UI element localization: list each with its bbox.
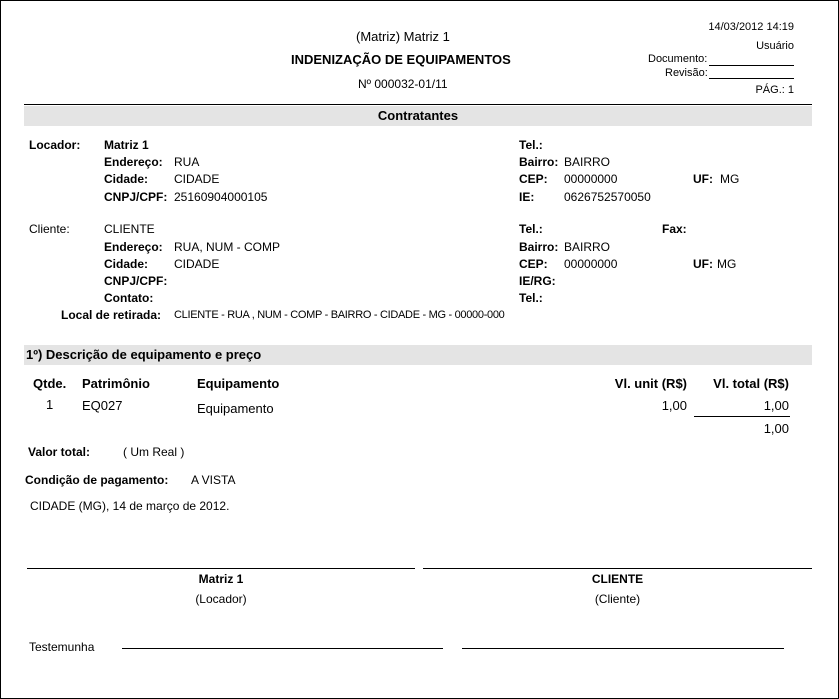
locador-tel-label: Tel.: (519, 138, 543, 152)
cliente-cidade-label: Cidade: (104, 257, 149, 271)
locador-cidade-label: Cidade: (104, 172, 149, 186)
locador-signature-line (27, 568, 415, 569)
locador-endereco-label: Endereço: (104, 155, 163, 169)
document-title: INDENIZAÇÃO DE EQUIPAMENTOS (291, 52, 511, 67)
documento-line (709, 65, 794, 66)
row-patrimonio: EQ027 (82, 398, 123, 413)
cliente-contato-label: Contato: (104, 291, 154, 305)
locador-cep: 00000000 (564, 172, 618, 186)
col-equipamento: Equipamento (197, 376, 280, 391)
locador-cnpj: 25160904000105 (174, 190, 268, 204)
row-equipamento: Equipamento (197, 401, 274, 416)
locador-label: Locador: (29, 138, 81, 152)
cliente-uf: MG (717, 257, 737, 271)
locador-uf-label: UF: (693, 172, 713, 186)
locador-signature-role: (Locador) (195, 592, 247, 606)
col-vl-total: Vl. total (R$) (713, 376, 789, 391)
cliente-tel2-label: Tel.: (519, 291, 543, 305)
sum-line (694, 416, 790, 417)
col-patrimonio: Patrimônio (82, 376, 150, 391)
cliente-tel-label: Tel.: (519, 222, 543, 236)
locador-name: Matriz 1 (104, 138, 149, 152)
testemunha-label: Testemunha (29, 640, 95, 654)
row-vl-total: 1,00 (763, 398, 789, 413)
testemunha-line-1 (122, 648, 443, 649)
cliente-endereco: RUA, NUM - COMP (174, 240, 280, 254)
user-label: Usuário (756, 40, 794, 52)
valor-total: ( Um Real ) (123, 445, 185, 459)
locador-uf: MG (720, 172, 740, 186)
cliente-label: Cliente: (29, 222, 70, 236)
cliente-bairro: BAIRRO (564, 240, 611, 254)
cliente-cnpj-label: CNPJ/CPF: (104, 274, 168, 288)
locador-endereco: RUA (174, 155, 200, 169)
col-vl-unit: Vl. unit (R$) (614, 376, 687, 391)
local-data: CIDADE (MG), 14 de março de 2012. (30, 499, 230, 513)
local-retirada-label: Local de retirada: (61, 308, 162, 322)
locador-bairro-label: Bairro: (519, 155, 559, 169)
condicao-label: Condição de pagamento: (25, 473, 169, 487)
locador-cep-label: CEP: (519, 172, 548, 186)
valor-total-label: Valor total: (28, 445, 91, 459)
locador-ie: 0626752570050 (564, 190, 651, 204)
locador-cidade: CIDADE (174, 172, 220, 186)
page-number: PÁG.: 1 (755, 84, 794, 96)
equipamentos-title: 1º) Descrição de equipamento e preço (26, 347, 262, 362)
cliente-uf-label: UF: (693, 257, 713, 271)
cliente-name: CLIENTE (104, 222, 155, 236)
document-number: Nº 000032-01/11 (358, 77, 448, 91)
documento-label: Documento: (648, 53, 708, 65)
local-retirada: CLIENTE - RUA , NUM - COMP - BAIRRO - CIDADE - MG - 00000-000 (174, 309, 505, 321)
condicao: A VISTA (191, 473, 236, 487)
cliente-fax-label: Fax: (662, 222, 687, 236)
cliente-cep: 00000000 (564, 257, 618, 271)
col-qtde: Qtde. (33, 376, 67, 391)
locador-ie-label: IE: (519, 190, 535, 204)
cliente-signature-line (423, 568, 812, 569)
revisao-line (709, 78, 794, 79)
contratantes-title: Contratantes (377, 108, 459, 123)
cliente-ierg-label: IE/RG: (519, 274, 556, 288)
locador-bairro: BAIRRO (564, 155, 611, 169)
cliente-signature-name: CLIENTE (591, 572, 644, 586)
print-datetime: 14/03/2012 14:19 (708, 21, 794, 33)
cliente-endereco-label: Endereço: (104, 240, 163, 254)
header-divider (24, 104, 812, 105)
locador-signature-name: Matriz 1 (198, 572, 244, 586)
row-vl-unit: 1,00 (661, 398, 687, 413)
locador-cnpj-label: CNPJ/CPF: (104, 190, 168, 204)
cliente-cidade: CIDADE (174, 257, 220, 271)
cliente-bairro-label: Bairro: (519, 240, 559, 254)
company-name: (Matriz) Matriz 1 (356, 29, 450, 44)
row-qtde: 1 (46, 397, 54, 412)
cliente-signature-role: (Cliente) (594, 592, 641, 606)
sum-total: 1,00 (763, 421, 789, 436)
revisao-label: Revisão: (665, 67, 708, 79)
testemunha-line-2 (462, 648, 784, 649)
cliente-cep-label: CEP: (519, 257, 548, 271)
